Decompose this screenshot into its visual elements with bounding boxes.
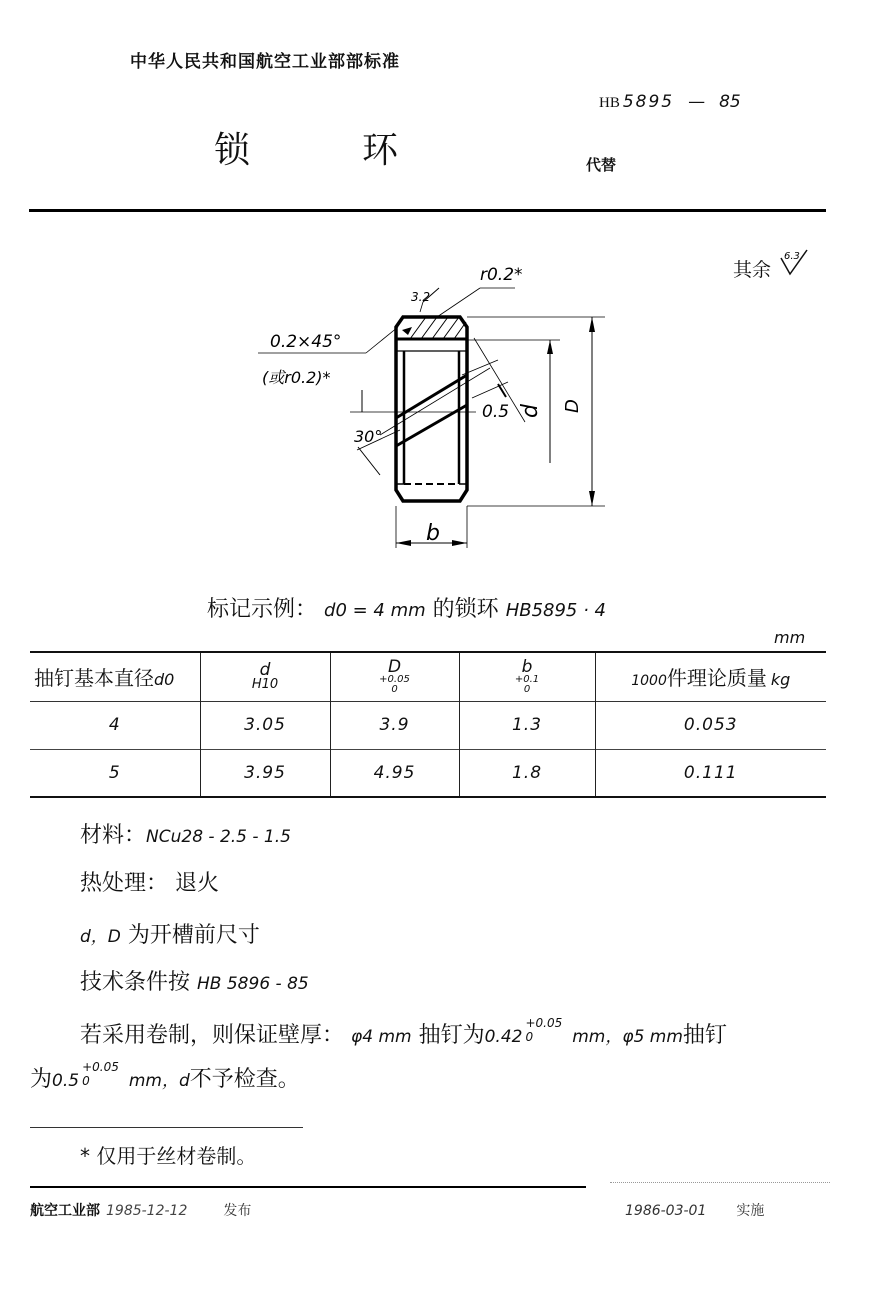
lock-ring-drawing	[240, 250, 620, 560]
issue-action: 发布	[223, 1203, 252, 1219]
footer-divider	[30, 1186, 586, 1188]
dimension-table	[30, 651, 826, 798]
marking-example	[207, 592, 606, 623]
standard-number	[599, 92, 741, 112]
table-row	[30, 701, 826, 749]
issuer: 航空工业部	[30, 1203, 100, 1219]
standard-year: 85	[719, 92, 741, 112]
marking-example-code: HB5895 · 4	[505, 600, 606, 621]
footnote-divider	[30, 1127, 303, 1128]
face-roughness-label: 3.2	[411, 290, 431, 304]
table-header-row	[30, 652, 826, 701]
tolerance-stack: +0.05 0	[82, 1060, 119, 1088]
table-units: mm	[774, 628, 806, 647]
rolled-wall-thickness-note-line-2: 为0.5 +0.05 0 mm，d不予检查。	[30, 1060, 300, 1092]
ring-outline	[396, 317, 467, 501]
issue-date: 1985-12-12	[106, 1203, 188, 1219]
cell-outer-diameter: 3.9	[330, 701, 459, 749]
marking-example-middle: 的锁环	[432, 597, 499, 622]
cell-mass: 0.053	[595, 701, 826, 749]
slot-angle-label: 30°	[354, 427, 383, 446]
replaces-label: 代替	[586, 156, 617, 174]
surface-roughness-note	[733, 248, 811, 282]
inner-diameter-label: d	[518, 404, 543, 418]
tolerance-stack: +0.05 0	[525, 1016, 563, 1044]
effective-date: 1986-03-01	[625, 1203, 707, 1219]
standard-dash: —	[688, 92, 706, 112]
roughness-symbol-icon	[777, 248, 811, 278]
material-value: NCu28 - 2.5 - 1.5	[146, 827, 291, 847]
issuing-organization: 中华人民共和国航空工业部部标准	[130, 52, 400, 72]
header-width: b +0.1 0	[459, 652, 595, 701]
fillet-radius-label: r0.2*	[480, 265, 523, 285]
footnote: * 仅用于丝材卷制。	[80, 1144, 257, 1168]
table-row	[30, 749, 826, 797]
roughness-note-label: 其余	[733, 259, 772, 281]
cell-rivet-diameter: 4	[108, 715, 121, 735]
document-title-char-1: 锁	[214, 130, 251, 171]
footer-dotted-divider	[610, 1182, 830, 1183]
chamfer-label: 0.2×45°	[270, 332, 342, 352]
material-note: 材料：NCu28 - 2.5 - 1.5	[80, 823, 291, 848]
standard-code: 5895	[622, 92, 675, 112]
header-theoretical-mass: 1000件理论质量 kg	[595, 652, 826, 701]
section-hatching	[410, 317, 466, 339]
pre-slot-dimension-note: d，D 为开槽前尺寸	[80, 923, 260, 948]
header-rivet-diameter: 抽钉基本直径d0	[34, 666, 175, 691]
header-divider	[29, 209, 826, 212]
cell-outer-diameter: 4.95	[330, 749, 459, 797]
cell-width: 1.3	[459, 701, 595, 749]
issue-info	[30, 1200, 251, 1220]
width-label: b	[426, 521, 440, 546]
outer-diameter-label: D	[562, 399, 583, 413]
roughness-default-value: 6.3	[784, 251, 800, 262]
marking-example-label: 标记示例：	[207, 597, 318, 622]
rolled-wall-thickness-note-line-1: 若采用卷制，则保证壁厚： φ4 mm 抽钉为0.42 +0.05 0 mm，φ5 mm抽钉	[80, 1016, 727, 1048]
marking-example-d0: d0 = 4 mm	[324, 600, 426, 621]
chamfer-alt-label: (或r0.2)*	[262, 368, 331, 387]
effective-info	[625, 1200, 764, 1220]
slot-width-label: 0.5	[482, 402, 510, 422]
cell-inner-diameter: 3.05	[200, 701, 330, 749]
effective-action: 实施	[736, 1203, 765, 1219]
heat-treatment-value: 退火	[175, 871, 220, 896]
cell-rivet-diameter: 5	[108, 762, 121, 783]
heat-treatment-note: 热处理： 退火	[80, 871, 220, 896]
cell-width: 1.8	[459, 749, 595, 797]
cell-mass: 0.111	[595, 749, 826, 797]
header-outer-diameter: D +0.05 0	[330, 652, 459, 701]
document-title-char-2: 环	[362, 130, 399, 171]
cell-inner-diameter: 3.95	[200, 749, 330, 797]
technical-conditions-note: 技术条件按 HB 5896 - 85	[80, 970, 309, 995]
standard-prefix: HB	[599, 95, 620, 111]
technical-conditions-ref: HB 5896 - 85	[197, 974, 309, 994]
header-inner-diameter: d H10	[200, 652, 330, 701]
